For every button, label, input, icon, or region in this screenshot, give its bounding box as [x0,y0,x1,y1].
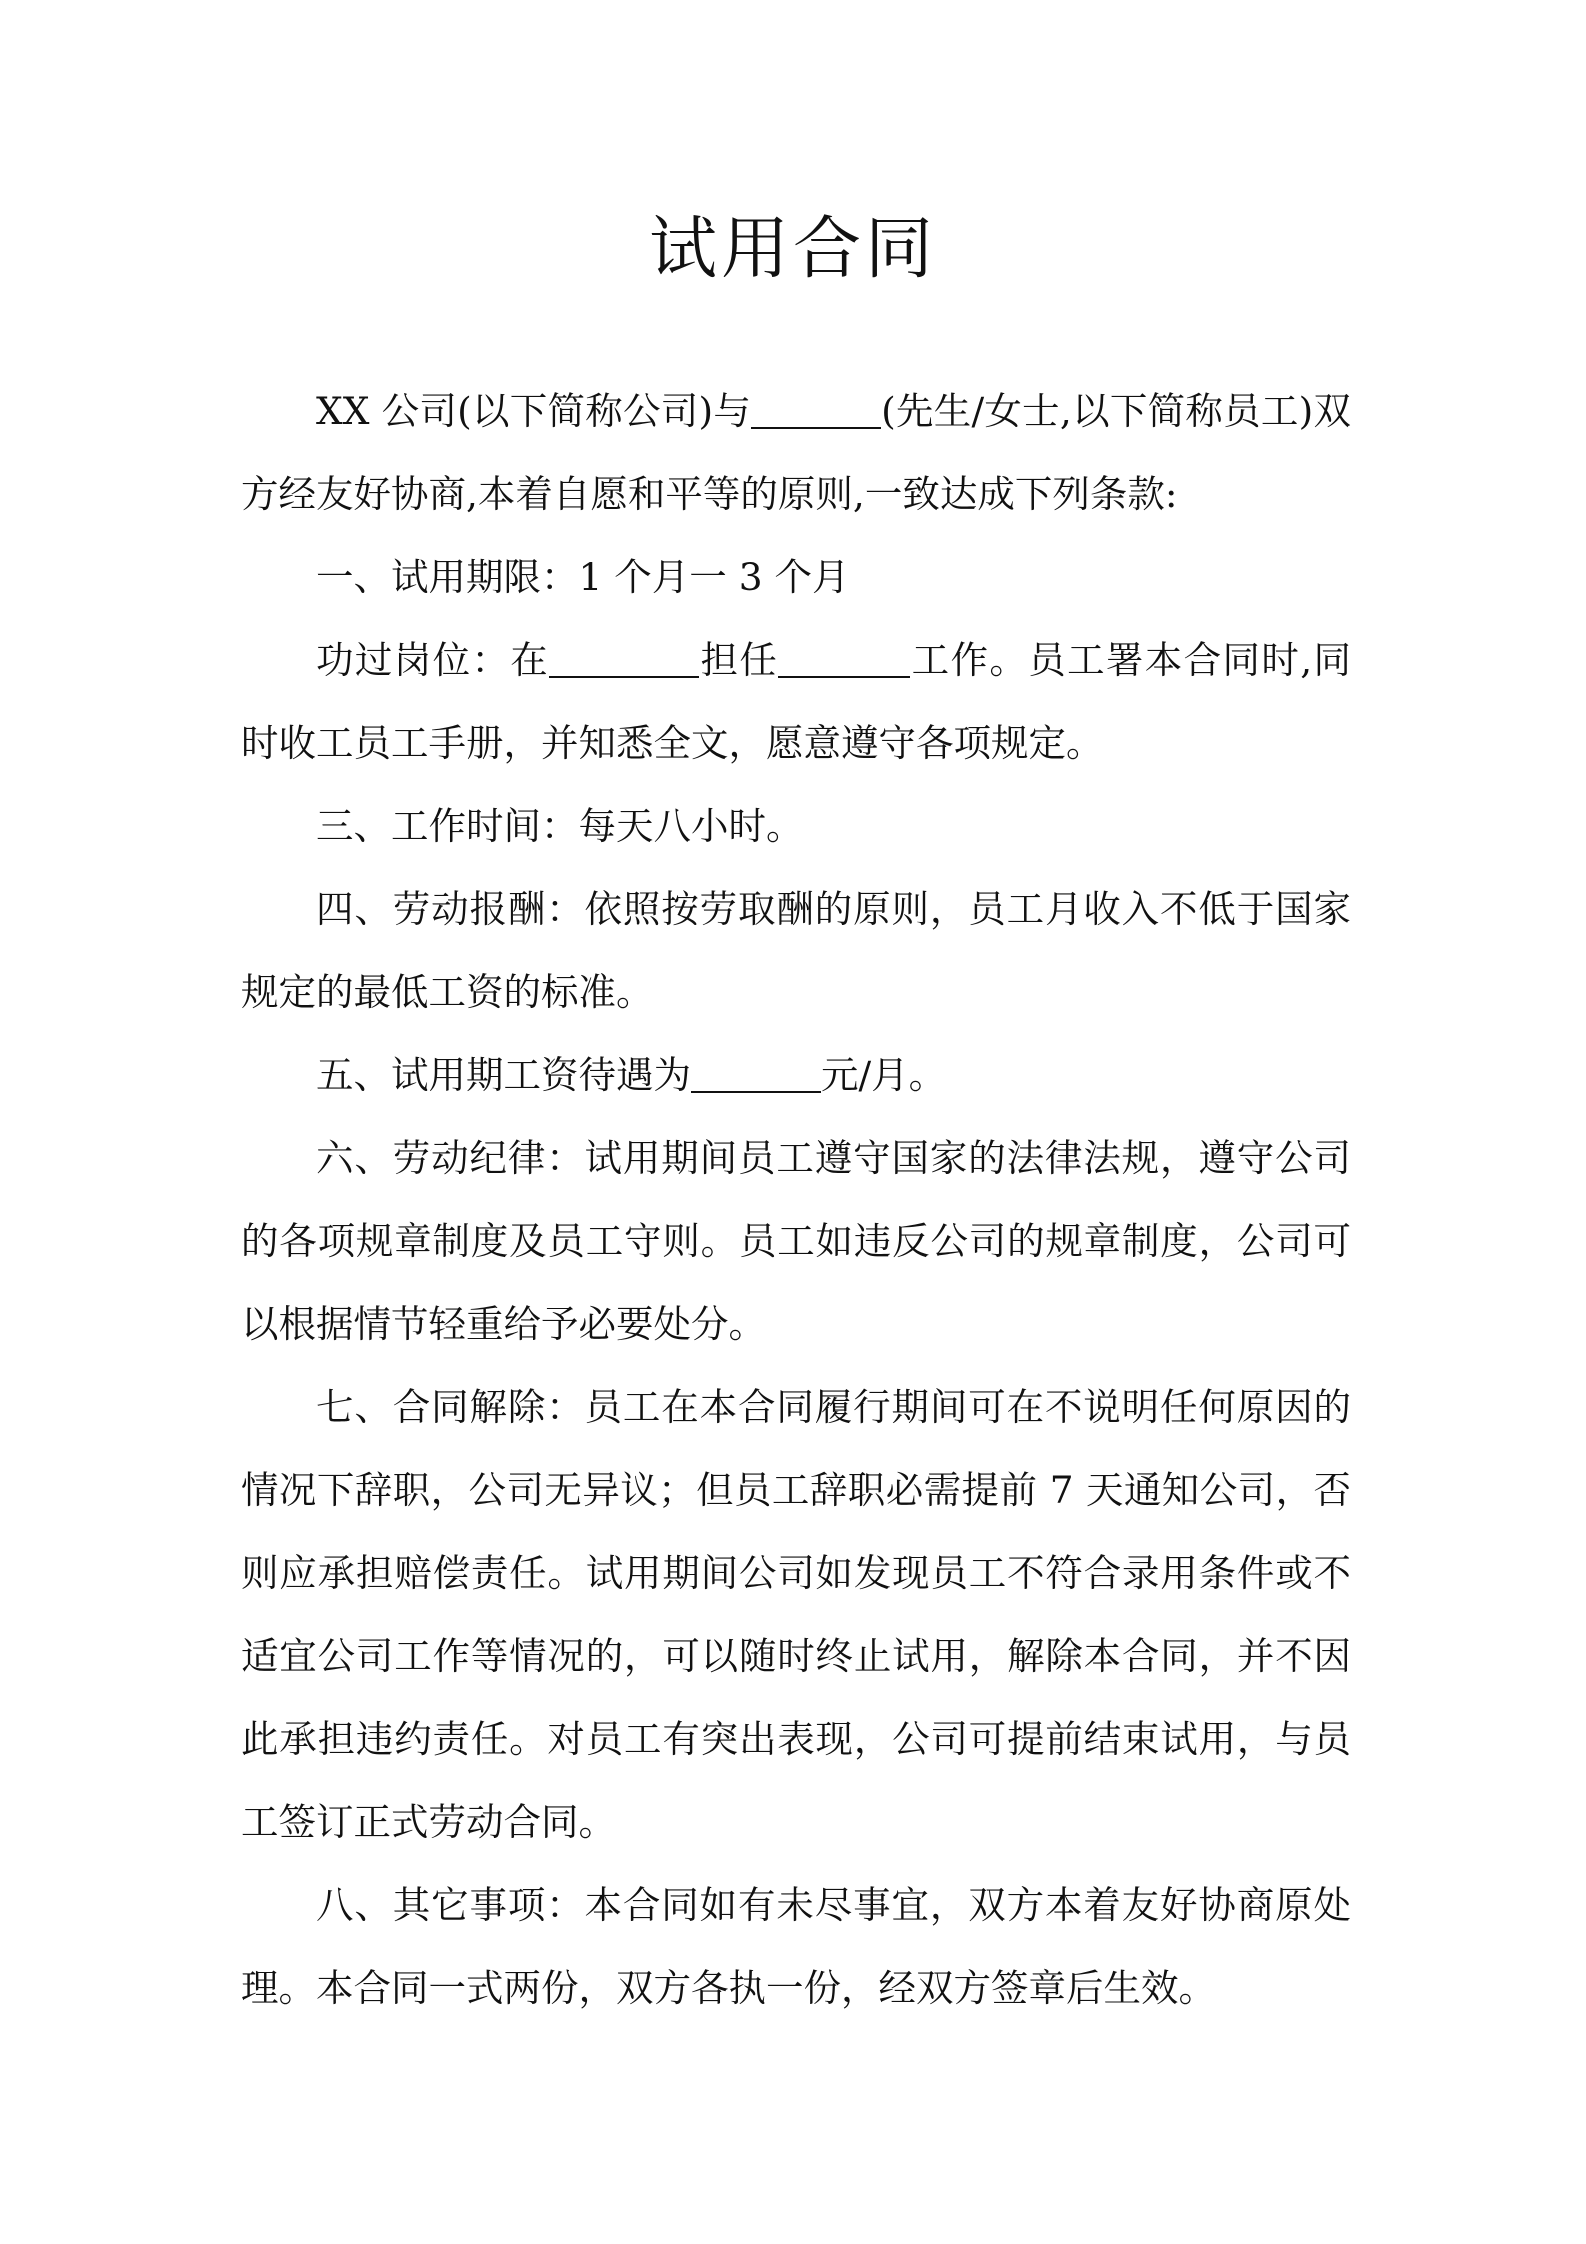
clause-3-working-hours: 三、工作时间：每天八小时。 [316,804,804,848]
clause-2-text-start: 功过岗位：在 [316,638,550,682]
intro-text-start: XX 公司(以下简称公司)与 [316,389,752,433]
clause-2-text-end: 工作。员工署本合同时,同时收工员工手册，并知悉全文，愿意遵守各项规定。 [241,638,1352,765]
intro-text-end: (先生/女士,以下简称员工)双方经友好协商,本着自愿和平等的原则,一致达成下列条款: [241,389,1351,516]
clause-2-text-middle: 担任 [699,638,779,682]
employee-name-blank [751,387,881,428]
clause-5-probation-salary [241,1034,1351,1117]
job-title-blank [778,636,910,677]
clause-8-other-matters: 八、其它事项：本合同如有未尽事宜，双方本着友好协商原处理。本合同一式两份，双方各执一份，经双方签章后生效。 [241,1883,1351,2010]
document-body [241,370,1351,2030]
clause-1-probation-period: 一、试用期限：1 个月一 3 个月 [316,555,850,599]
document-title: 试用合同 [648,210,937,289]
clause-6-labor-discipline: 六、劳动纪律：试用期间员工遵守国家的法律法规，遵守公司的各项规章制度及员工守则。员工如违反公司的规章制度，公司可以根据情节轻重给予必要处分。 [241,1136,1351,1346]
clause-7-contract-termination: 七、合同解除：员工在本合同履行期间可在不说明任何原因的情况下辞职，公司无异议；但员工辞职必需提前 7 天通知公司，否则应承担赔偿责任。试用期间公司如发现员工不符合录用条件或不适宜公司工作等情况的，可以随时终止试用，解除本合同，并不因此承担违约责任。对员工有突出表现，公司可提前结束试用，与员工签订正式劳动合同。 [241,1385,1351,1844]
clause-4-remuneration: 四、劳动报酬：依照按劳取酬的原则，员工月收入不低于国家规定的最低工资的标准。 [241,887,1351,1014]
clause-5-text-start: 五、试用期工资待遇为 [316,1053,691,1097]
salary-amount-blank [691,1051,821,1092]
clause-2-position [241,619,1351,785]
department-blank [549,636,699,677]
clause-5-text-end: 元/月。 [821,1053,947,1097]
intro-paragraph [241,370,1351,536]
